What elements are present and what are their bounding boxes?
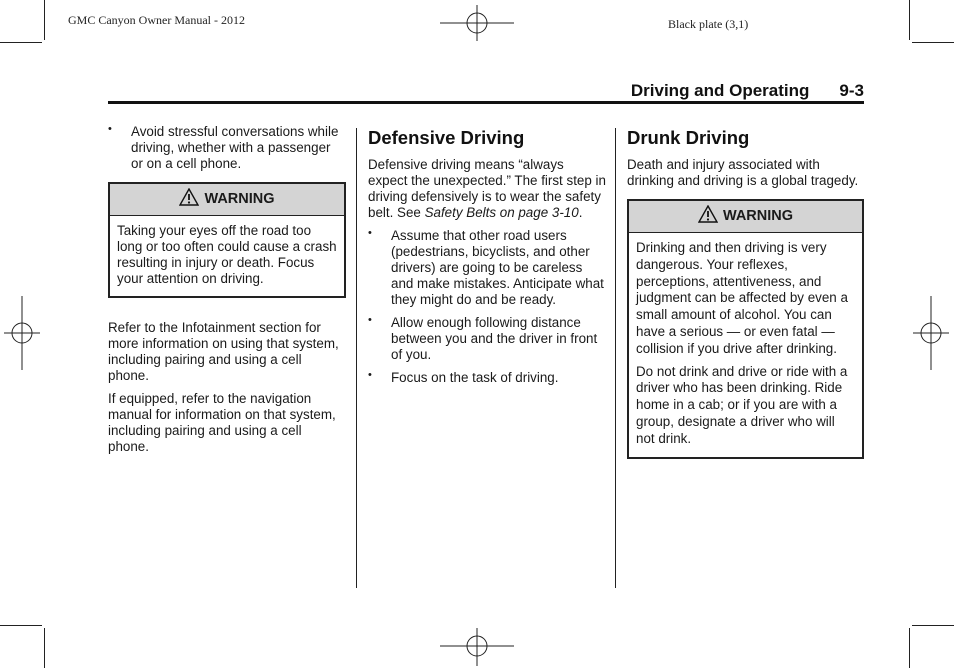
intro-text: Defensive driving means “always expect the unexpected.” The first step in driving defensively is to wear the safety belt. See — [368, 157, 606, 220]
list-item-text: Allow enough following distance between you and the driver in front of you. — [391, 315, 598, 362]
list-item-text: Assume that other road users (pedestrians, bicyclists, and other drivers) are going to be careless and make mistakes. Anticipate what they might do and be ready. — [391, 228, 604, 307]
registration-crosshair-icon — [913, 296, 949, 370]
registration-crosshair-icon — [440, 628, 514, 666]
warning-box — [627, 199, 864, 459]
warning-text: Taking your eyes off the road too long or too often could cause a crash resulting in injury or death. Focus your attention on driving. — [117, 223, 337, 286]
bullet-icon: • — [368, 227, 372, 239]
warning-box — [108, 182, 346, 298]
bullet-icon: • — [108, 123, 112, 135]
bullet-icon: • — [368, 369, 372, 381]
paragraph: Refer to the Infotainment section for more information on using that system, including pairing and using a cell phone. — [108, 320, 339, 383]
bullet-icon: • — [368, 314, 372, 326]
paragraph: Death and injury associated with drinking and driving is a global tragedy. — [627, 157, 859, 188]
section-heading: Defensive Driving — [368, 127, 525, 148]
column-1 — [108, 124, 346, 462]
section-title: Driving and Operating — [630, 81, 810, 100]
warning-text: Do not drink and drive or ride with a driver who has been drinking. Ride home in a cab; or if you are with a group, designate a driver who will not drink. — [636, 363, 848, 446]
header-rule — [108, 101, 864, 104]
list-item — [368, 315, 606, 363]
list-item-text: Focus on the task of driving. — [391, 370, 559, 385]
running-header — [631, 81, 864, 101]
list-item — [108, 124, 346, 172]
warning-triangle-icon — [179, 188, 199, 206]
manual-title: GMC Canyon Owner Manual - 2012 — [68, 13, 245, 27]
column-2 — [368, 127, 606, 393]
intro-end: . — [578, 205, 583, 220]
warning-title: WARNING — [722, 208, 794, 224]
warning-body — [110, 216, 344, 296]
plate-label: Black plate (3,1) — [668, 17, 749, 31]
warning-header — [629, 201, 862, 233]
column-divider — [615, 128, 616, 588]
registration-crosshair-icon — [4, 296, 40, 370]
list-item — [368, 228, 606, 308]
list-item — [368, 370, 606, 386]
paragraph: If equipped, refer to the navigation manual for information on that system, including pairing and using a cell phone. — [108, 391, 336, 454]
paragraph — [368, 157, 606, 221]
warning-header — [110, 184, 344, 216]
page-number: 9-3 — [839, 81, 864, 100]
section-heading: Drunk Driving — [627, 127, 750, 148]
warning-title: WARNING — [204, 191, 275, 207]
column-divider — [356, 128, 357, 588]
warning-triangle-icon — [698, 205, 718, 223]
column-3 — [627, 127, 864, 459]
warning-text: Drinking and then driving is very dangerous. Your reflexes, perceptions, attentiveness, and judgment can be affected by even a small amount of alcohol. You can have a serious — or even fatal — collision if you drive after drinking. — [636, 240, 848, 356]
registration-crosshair-icon — [440, 5, 514, 41]
list-item-text: Avoid stressful conversations while driving, whether with a passenger or on a cell phone. — [131, 124, 339, 171]
warning-body — [629, 233, 862, 457]
cross-reference-link[interactable]: Safety Belts on page 3-10 — [424, 205, 579, 220]
